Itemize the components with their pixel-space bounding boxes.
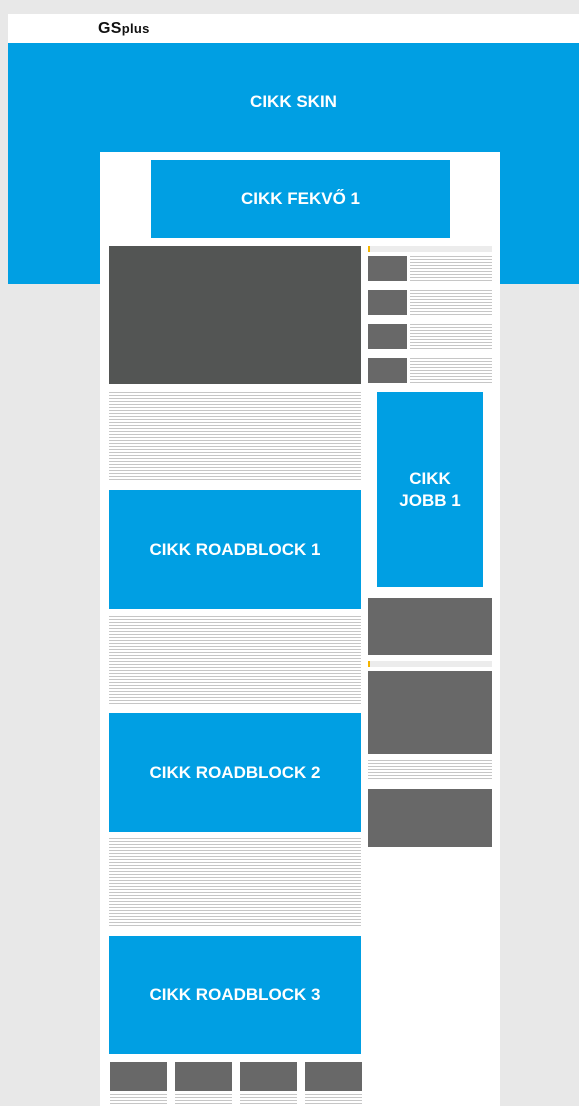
ad-label: CIKK ROADBLOCK 3 xyxy=(149,985,321,1004)
site-logo[interactable]: GSplus xyxy=(98,20,150,37)
sidebar-item-text xyxy=(410,324,492,349)
sidebar-thumbnail xyxy=(368,290,407,315)
recommended-thumbnail xyxy=(175,1062,232,1091)
recommended-title xyxy=(175,1094,232,1106)
sidebar-thumbnail xyxy=(368,256,407,281)
sidebar-item-text xyxy=(410,256,492,281)
sidebar-thumbnail xyxy=(368,358,407,383)
recommended-thumbnail xyxy=(110,1062,167,1091)
sidebar-image[interactable] xyxy=(368,598,492,655)
recommended-thumbnail xyxy=(240,1062,297,1091)
ad-cikk-jobb-1[interactable] xyxy=(377,392,483,587)
recommended-title xyxy=(110,1094,167,1106)
article-text-block xyxy=(109,392,361,482)
sidebar-thumbnail xyxy=(368,324,407,349)
sidebar-section-header xyxy=(368,246,492,252)
article-content-area xyxy=(100,152,500,1106)
ad-cikk-fekvo-1[interactable] xyxy=(151,160,450,238)
sidebar-item-text xyxy=(410,290,492,315)
sidebar-feature-text xyxy=(368,760,492,781)
article-main-image[interactable] xyxy=(109,246,361,384)
ad-label: CIKK FEKVŐ 1 xyxy=(240,189,361,208)
recommended-title xyxy=(240,1094,297,1106)
sidebar-section-header xyxy=(368,661,492,667)
site-header xyxy=(8,14,579,43)
skin-ad-label: CIKK SKIN xyxy=(250,92,337,111)
article-text-block xyxy=(109,616,361,706)
ad-cikk-roadblock-1[interactable] xyxy=(109,490,361,609)
ad-cikk-roadblock-3[interactable] xyxy=(109,936,361,1054)
sidebar-item-text xyxy=(410,358,492,383)
sidebar-image[interactable] xyxy=(368,789,492,847)
ad-label-line-1: CIKK xyxy=(409,468,451,488)
recommended-title xyxy=(305,1094,362,1106)
ad-label-line-2: JOBB 1 xyxy=(399,490,461,510)
ad-label: CIKK ROADBLOCK 1 xyxy=(149,539,321,559)
article-text-block xyxy=(109,838,361,928)
ad-label: CIKK ROADBLOCK 2 xyxy=(149,762,321,782)
sidebar-feature-image[interactable] xyxy=(368,671,492,754)
ad-cikk-roadblock-2[interactable] xyxy=(109,713,361,832)
recommended-thumbnail xyxy=(305,1062,362,1091)
